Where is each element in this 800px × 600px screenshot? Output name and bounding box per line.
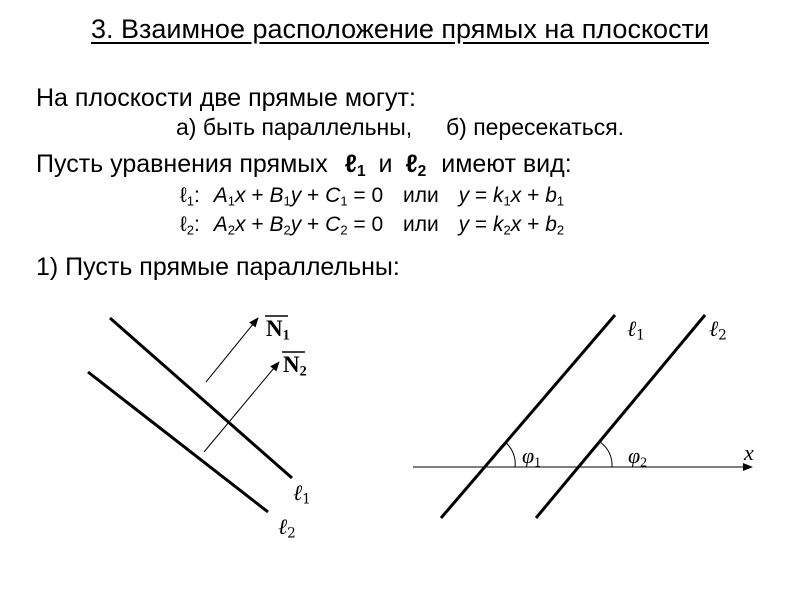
- label-phi1: $\varphi_1$: [522, 443, 541, 470]
- normal-vector-n1: [206, 318, 258, 382]
- label-n1: $N_1$: [266, 316, 290, 344]
- line-l2-left: [88, 372, 268, 512]
- eq1-or: или: [403, 184, 439, 207]
- ell1-symbol: ℓ$_1$: [344, 150, 366, 180]
- label-x-axis: x: [744, 440, 754, 465]
- label-n2: $N_2$: [283, 352, 307, 380]
- and-word: и: [378, 150, 393, 178]
- eq1-label: ℓ$_1$:: [180, 184, 200, 209]
- label-phi2: $\varphi_2$: [628, 443, 647, 470]
- have-form: имеют вид:: [441, 150, 572, 178]
- label-l1-right: ℓ$_1$: [627, 317, 645, 344]
- slide-title: 3. Взаимное расположение прямых на плоскости: [90, 14, 710, 44]
- label-l2-left: ℓ$_2$: [278, 515, 296, 542]
- eq1-slope: $y = k_1x + b_1$: [458, 184, 565, 209]
- label-l2-right: ℓ$_2$: [709, 317, 727, 344]
- angle-arc-phi1: [505, 442, 515, 467]
- eq2-or: или: [403, 213, 439, 236]
- line-l1-left: [110, 318, 292, 478]
- let-prefix: Пусть уравнения прямых: [36, 150, 328, 178]
- eq2-general: $A_2x + B_2y + C_2 = 0$: [213, 213, 384, 238]
- ell2-symbol: ℓ$_2$: [405, 150, 427, 180]
- option-a: а) быть параллельны,: [176, 114, 413, 140]
- eq1-general: $A_1x + B_1y + C_1 = 0$: [213, 184, 384, 209]
- angle-arc-phi2: [600, 442, 612, 467]
- eq2-slope: $y = k_2x + b_2$: [458, 213, 565, 238]
- case1-text: 1) Пусть прямые параллельны:: [36, 253, 400, 281]
- line-l1-right: [441, 315, 615, 518]
- option-b: б) пересекаться.: [446, 114, 625, 140]
- label-l1-left: ℓ$_1$: [293, 481, 311, 508]
- line-l2-right: [536, 315, 705, 518]
- normal-vector-n2: [204, 362, 279, 452]
- eq2-label: ℓ$_2$:: [180, 213, 200, 238]
- intro-text: На плоскости две прямые могут:: [36, 84, 416, 112]
